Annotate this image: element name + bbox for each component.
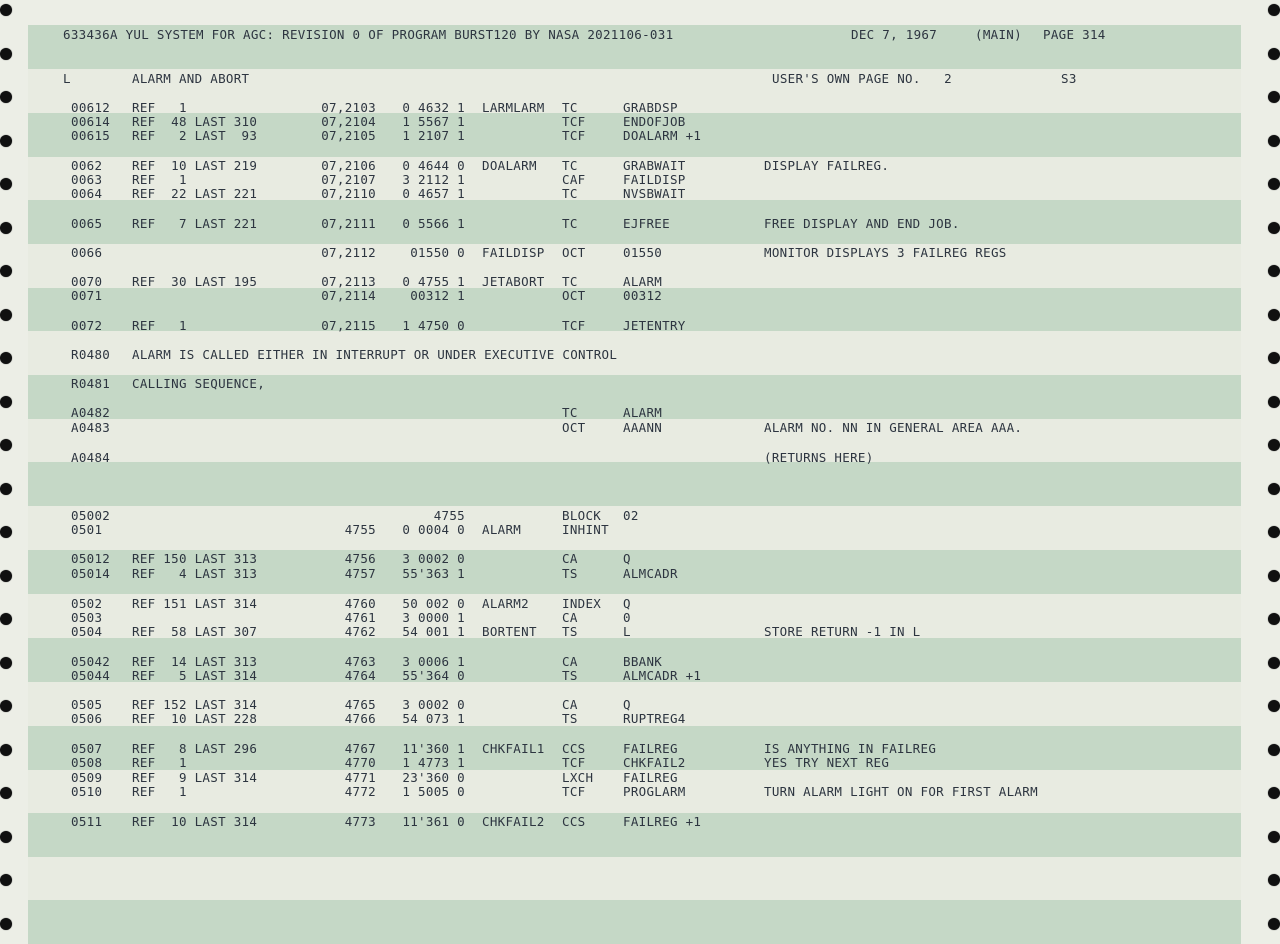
listing-operand: 01550: [623, 245, 663, 260]
listing-label: CHKFAIL1: [482, 741, 545, 756]
listing-ref: REF 30 LAST 195: [132, 274, 258, 289]
tractor-hole: [0, 613, 12, 625]
listing-word: 0 4644 0: [402, 158, 465, 173]
listing-loc: 0072: [71, 318, 103, 333]
listing-word: 0 5566 1: [402, 216, 465, 231]
tractor-hole: [1268, 657, 1280, 669]
listing-loc: 0063: [71, 172, 103, 187]
tractor-hole: [0, 526, 12, 538]
listing-label: JETABORT: [482, 274, 545, 289]
listing-addr: 07,2104: [321, 114, 376, 129]
listing-loc: 0502: [71, 596, 103, 611]
listing-loc: 0511: [71, 814, 103, 829]
listing-operand: ALARM: [623, 405, 663, 420]
listing-loc: R0480: [71, 347, 111, 362]
listing-word: 11'360 1: [402, 741, 465, 756]
listing-op: TS: [562, 668, 578, 683]
tractor-hole: [0, 48, 12, 60]
subheader-code: S3: [1061, 71, 1077, 86]
tractor-hole: [0, 309, 12, 321]
listing-operand: RUPTREG4: [623, 711, 686, 726]
tractor-hole: [1268, 831, 1280, 843]
listing-loc: 00614: [71, 114, 111, 129]
tractor-hole: [1268, 352, 1280, 364]
listing-ref: REF 4 LAST 313: [132, 566, 258, 581]
listing-operand: ENDOFJOB: [623, 114, 686, 129]
listing-loc: 0508: [71, 755, 103, 770]
tractor-hole: [1268, 135, 1280, 147]
listing-op: INHINT: [562, 522, 609, 537]
tractor-hole: [1268, 744, 1280, 756]
listing-text: ALARM IS CALLED EITHER IN INTERRUPT OR UNDER EXECUTIVE CONTROL: [132, 347, 618, 362]
listing-loc: 05042: [71, 654, 111, 669]
listing-addr: 4771: [344, 770, 376, 785]
listing-label: DOALARM: [482, 158, 537, 173]
listing-word: 1 4750 0: [402, 318, 465, 333]
listing-loc: 05044: [71, 668, 111, 683]
listing-word: 1 4773 1: [402, 755, 465, 770]
listing-label: ALARM2: [482, 596, 529, 611]
listing-op: BLOCK: [562, 508, 602, 523]
header-page: PAGE 314: [1043, 27, 1106, 42]
listing-operand: 00312: [623, 288, 663, 303]
listing-operand: GRABWAIT: [623, 158, 686, 173]
listing-op: CCS: [562, 741, 586, 756]
listing-op: CA: [562, 697, 578, 712]
listing-comment: FREE DISPLAY AND END JOB.: [764, 216, 960, 231]
listing-op: TC: [562, 405, 578, 420]
listing-operand: GRABDSP: [623, 100, 678, 115]
listing-word: 0 0004 0: [402, 522, 465, 537]
listing-label: ALARM: [482, 522, 522, 537]
listing-op: CA: [562, 551, 578, 566]
listing-op: OCT: [562, 288, 586, 303]
listing-ref: REF 10 LAST 228: [132, 711, 258, 726]
listing-loc: 05014: [71, 566, 111, 581]
listing-loc: 0062: [71, 158, 103, 173]
listing-addr: 4760: [344, 596, 376, 611]
tractor-hole: [0, 178, 12, 190]
listing-operand: AAANN: [623, 420, 663, 435]
listing-addr: 07,2114: [321, 288, 376, 303]
listing-ref: REF 14 LAST 313: [132, 654, 258, 669]
tractor-hole: [0, 265, 12, 277]
listing-ref: REF 8 LAST 296: [132, 741, 258, 756]
subheader-level: L: [63, 71, 71, 86]
listing-word: 11'361 0: [402, 814, 465, 829]
tractor-hole: [0, 918, 12, 930]
listing-loc: A0483: [71, 420, 111, 435]
listing-loc: 0507: [71, 741, 103, 756]
listing-op: CA: [562, 610, 578, 625]
listing-ref: REF 1: [132, 100, 187, 115]
right-tractor-holes: [1252, 0, 1280, 944]
listing-op: TC: [562, 186, 578, 201]
listing-ref: REF 9 LAST 314: [132, 770, 258, 785]
listing-ref: REF 1: [132, 318, 187, 333]
tractor-hole: [1268, 439, 1280, 451]
listing-addr: 4755: [344, 522, 376, 537]
listing-op: CAF: [562, 172, 586, 187]
listing-ref: REF 7 LAST 221: [132, 216, 258, 231]
listing-operand: NVSBWAIT: [623, 186, 686, 201]
listing-word: 55'363 1: [402, 566, 465, 581]
listing-addr: 4761: [344, 610, 376, 625]
listing-loc: A0484: [71, 450, 111, 465]
listing-op: LXCH: [562, 770, 594, 785]
listing-operand: CHKFAIL2: [623, 755, 686, 770]
listing-comment: MONITOR DISPLAYS 3 FAILREG REGS: [764, 245, 1007, 260]
tractor-hole: [0, 700, 12, 712]
listing-loc: 0071: [71, 288, 103, 303]
listing-operand: 0: [623, 610, 631, 625]
listing-word: 54 073 1: [402, 711, 465, 726]
listing-ref: REF 150 LAST 313: [132, 551, 258, 566]
header-section: (MAIN): [975, 27, 1022, 42]
tractor-hole: [0, 396, 12, 408]
listing-operand: FAILREG +1: [623, 814, 702, 829]
listing-loc: 05002: [71, 508, 111, 523]
listing-word: 4755: [402, 508, 465, 523]
listing-label: BORTENT: [482, 624, 537, 639]
listing-loc: 0501: [71, 522, 103, 537]
listing-addr: 07,2107: [321, 172, 376, 187]
listing-loc: 0065: [71, 216, 103, 231]
tractor-hole: [0, 222, 12, 234]
greenbar-band: [28, 900, 1241, 944]
listing-comment: YES TRY NEXT REG: [764, 755, 890, 770]
header-title: 633436A YUL SYSTEM FOR AGC: REVISION 0 OF PROGRAM BURST120 BY NASA 2021106-031: [63, 27, 674, 42]
tractor-hole: [0, 570, 12, 582]
listing-op: CA: [562, 654, 578, 669]
tractor-hole: [1268, 91, 1280, 103]
listing-comment: TURN ALARM LIGHT ON FOR FIRST ALARM: [764, 784, 1038, 799]
tractor-hole: [1268, 396, 1280, 408]
listing-word: 3 0006 1: [402, 654, 465, 669]
tractor-hole: [1268, 483, 1280, 495]
listing-comment: ALARM NO. NN IN GENERAL AREA AAA.: [764, 420, 1023, 435]
listing-loc: 0064: [71, 186, 103, 201]
subheader-title: ALARM AND ABORT: [132, 71, 250, 86]
listing-ref: REF 22 LAST 221: [132, 186, 258, 201]
tractor-hole: [0, 657, 12, 669]
listing-operand: EJFREE: [623, 216, 670, 231]
listing-op: TS: [562, 566, 578, 581]
listing-loc: 0506: [71, 711, 103, 726]
tractor-hole: [0, 91, 12, 103]
tractor-hole: [0, 744, 12, 756]
listing-operand: PROGLARM: [623, 784, 686, 799]
listing-ref: REF 2 LAST 93: [132, 128, 258, 143]
listing-word: 54 001 1: [402, 624, 465, 639]
listing-addr: 4770: [344, 755, 376, 770]
listing-operand: DOALARM +1: [623, 128, 702, 143]
listing-addr: 4763: [344, 654, 376, 669]
listing-operand: Q: [623, 596, 631, 611]
listing-ref: REF 58 LAST 307: [132, 624, 258, 639]
tractor-hole: [1268, 4, 1280, 16]
tractor-hole: [1268, 570, 1280, 582]
listing-operand: ALARM: [623, 274, 663, 289]
listing-operand: 02: [623, 508, 639, 523]
left-tractor-holes: [0, 0, 28, 944]
listing-ref: REF 10 LAST 219: [132, 158, 258, 173]
listing-addr: 07,2115: [321, 318, 376, 333]
listing-word: 1 5005 0: [402, 784, 465, 799]
listing-addr: 07,2105: [321, 128, 376, 143]
listing-op: TCF: [562, 755, 586, 770]
listing-addr: 07,2110: [321, 186, 376, 201]
listing-op: TS: [562, 624, 578, 639]
listing-word: 01550 0: [394, 245, 465, 260]
listing-operand: L: [623, 624, 631, 639]
listing-addr: 4762: [344, 624, 376, 639]
tractor-hole: [1268, 700, 1280, 712]
listing-loc: 00612: [71, 100, 111, 115]
tractor-hole: [0, 831, 12, 843]
tractor-hole: [1268, 309, 1280, 321]
tractor-hole: [0, 787, 12, 799]
listing-loc: 0509: [71, 770, 103, 785]
tractor-hole: [1268, 178, 1280, 190]
listing-loc: 0504: [71, 624, 103, 639]
listing-label: FAILDISP: [482, 245, 545, 260]
greenbar-band: [28, 462, 1241, 507]
listing-operand: FAILREG: [623, 741, 678, 756]
listing-addr: 07,2112: [321, 245, 376, 260]
listing-loc: 0505: [71, 697, 103, 712]
listing-op: INDEX: [562, 596, 602, 611]
listing-addr: 07,2113: [321, 274, 376, 289]
listing-operand: FAILREG: [623, 770, 678, 785]
listing-loc: A0482: [71, 405, 111, 420]
listing-addr: 4772: [344, 784, 376, 799]
listing-op: TC: [562, 158, 578, 173]
listing-word: 50 002 0: [402, 596, 465, 611]
print-area: [28, 0, 1241, 944]
listing-ref: REF 10 LAST 314: [132, 814, 258, 829]
listing-ref: REF 151 LAST 314: [132, 596, 258, 611]
listing-addr: 4757: [344, 566, 376, 581]
tractor-hole: [1268, 918, 1280, 930]
listing-ref: REF 1: [132, 172, 187, 187]
listing-op: TS: [562, 711, 578, 726]
listing-op: TC: [562, 216, 578, 231]
listing-operand: Q: [623, 551, 631, 566]
listing-operand: ALMCADR +1: [623, 668, 702, 683]
listing-word: 0 4755 1: [402, 274, 465, 289]
listing-operand: BBANK: [623, 654, 663, 669]
tractor-hole: [0, 874, 12, 886]
listing-addr: 4767: [344, 741, 376, 756]
listing-loc: 05012: [71, 551, 111, 566]
listing-label: LARMLARM: [482, 100, 545, 115]
tractor-hole: [1268, 526, 1280, 538]
listing-word: 3 0002 0: [402, 551, 465, 566]
listing-ref: REF 152 LAST 314: [132, 697, 258, 712]
listing-op: OCT: [562, 245, 586, 260]
listing-op: TC: [562, 100, 578, 115]
listing-word: 00312 1: [394, 288, 465, 303]
listing-op: TCF: [562, 784, 586, 799]
listing-op: TCF: [562, 318, 586, 333]
tractor-hole: [0, 352, 12, 364]
tractor-hole: [1268, 265, 1280, 277]
tractor-hole: [1268, 787, 1280, 799]
listing-loc: 0503: [71, 610, 103, 625]
listing-addr: 4765: [344, 697, 376, 712]
listing-text: CALLING SEQUENCE,: [132, 376, 266, 391]
listing-loc: 0070: [71, 274, 103, 289]
tractor-hole: [0, 439, 12, 451]
listing-word: 3 0000 1: [402, 610, 465, 625]
tractor-hole: [1268, 613, 1280, 625]
listing-op: TCF: [562, 114, 586, 129]
listing-operand: ALMCADR: [623, 566, 678, 581]
listing-comment: DISPLAY FAILREG.: [764, 158, 890, 173]
listing-loc: 0066: [71, 245, 103, 260]
tractor-hole: [0, 135, 12, 147]
listing-op: TCF: [562, 128, 586, 143]
listing-word: 23'360 0: [402, 770, 465, 785]
listing-addr: 07,2103: [321, 100, 376, 115]
listing-addr: 07,2111: [321, 216, 376, 231]
listing-loc: R0481: [71, 376, 111, 391]
listing-addr: 4764: [344, 668, 376, 683]
listing-loc: 00615: [71, 128, 111, 143]
tractor-hole: [1268, 222, 1280, 234]
listing-word: 1 2107 1: [402, 128, 465, 143]
listing-operand: FAILDISP: [623, 172, 686, 187]
whitebar-band: [28, 857, 1241, 902]
listing-comment: (RETURNS HERE): [764, 450, 874, 465]
listing-word: 0 4657 1: [402, 186, 465, 201]
listing-op: TC: [562, 274, 578, 289]
listing-word: 3 2112 1: [402, 172, 465, 187]
listing-op: OCT: [562, 420, 586, 435]
listing-ref: REF 5 LAST 314: [132, 668, 258, 683]
listing-word: 0 4632 1: [402, 100, 465, 115]
listing-op: CCS: [562, 814, 586, 829]
listing-addr: 07,2106: [321, 158, 376, 173]
listing-addr: 4756: [344, 551, 376, 566]
listing-ref: REF 48 LAST 310: [132, 114, 258, 129]
header-date: DEC 7, 1967: [851, 27, 938, 42]
listing-addr: 4773: [344, 814, 376, 829]
tractor-hole: [1268, 48, 1280, 60]
listing-label: CHKFAIL2: [482, 814, 545, 829]
listing-loc: 0510: [71, 784, 103, 799]
listing-word: 3 0002 0: [402, 697, 465, 712]
listing-comment: STORE RETURN -1 IN L: [764, 624, 921, 639]
listing-ref: REF 1: [132, 784, 187, 799]
listing-word: 1 5567 1: [402, 114, 465, 129]
tractor-hole: [0, 4, 12, 16]
listing-operand: Q: [623, 697, 631, 712]
listing-word: 55'364 0: [402, 668, 465, 683]
subheader-users-page: USER'S OWN PAGE NO. 2: [772, 71, 952, 86]
listing-comment: IS ANYTHING IN FAILREG: [764, 741, 937, 756]
tractor-hole: [0, 483, 12, 495]
listing-operand: JETENTRY: [623, 318, 686, 333]
tractor-hole: [1268, 874, 1280, 886]
listing-addr: 4766: [344, 711, 376, 726]
listing-ref: REF 1: [132, 755, 187, 770]
